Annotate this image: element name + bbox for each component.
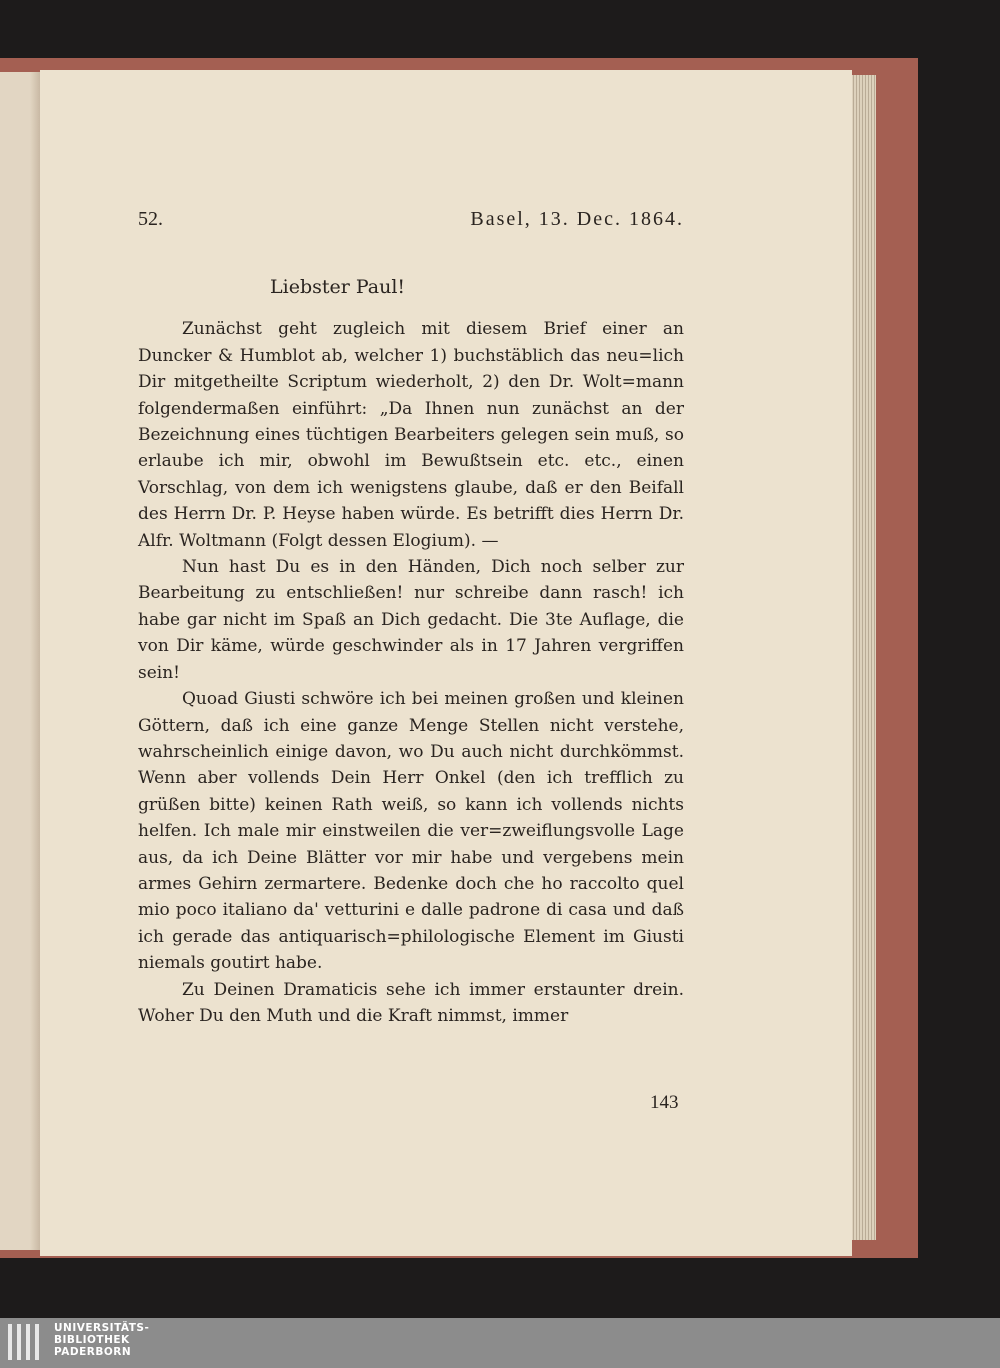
letter-text	[138, 206, 684, 1029]
logo-line-2: BIBLIOTHEK	[54, 1334, 130, 1346]
library-logo-text	[54, 1322, 149, 1358]
letter-number: 52.	[138, 208, 163, 230]
paragraph-2: Nun hast Du es in den Händen, Dich noch selber zur Bearbeitung zu entschließen! nur schreibe dann rasch! ich habe gar nicht im Spaß an Dich gedacht. Die 3te Auflage, die von Dir käme, würde geschwinder als in 17 Jahren vergriffen sein!	[138, 557, 684, 683]
letter-header	[138, 206, 684, 236]
salutation: Liebster Paul!	[270, 276, 406, 298]
gutter-shadow	[30, 72, 40, 1250]
paragraph-3: Quoad Giusti schwöre ich bei meinen großen und kleinen Göttern, daß ich eine ganze Menge Stellen nicht verstehe, wahrscheinlich einige davon, wo Du auch nicht durchkömmst. Wenn aber vollends Dein Herr Onkel (den ich trefflich zu grüßen bitte) keinen Rath weiß, so kann ich vollends nichts helfen. Ich male mir einstweilen die ver=zweiflungsvolle Lage aus, da ich Deine Blätter vor mir habe und vergebens mein armes Gehirn zermartere. Bedenke doch che ho raccolto quel mio poco italiano da' vetturini e dalle padrone di casa und daß ich gerade das antiquarisch=philologische Element im Giusti niemals goutirt habe.	[138, 689, 684, 974]
page-number: 143	[650, 1092, 679, 1113]
place-date: Basel, 13. Dec. 1864.	[470, 208, 684, 230]
logo-line-1: UNIVERSITÄTS-	[54, 1322, 150, 1334]
paragraph-1: Zunächst geht zugleich mit diesem Brief einer an Duncker & Humblot ab, welcher 1) buchstäblich das neu=lich Dir mitgetheilte Scriptum wiederholt, 2) den Dr. Wolt=mann folgendermaßen einführt: „Da Ihnen nun zunächst an der Bezeichnung eines tüchtigen Bearbeiters gelegen sein muß, so erlaube ich mir, obwohl im Bewußtsein etc. etc., einen Vorschlag, von dem ich wenigstens glaube, daß er den Beifall des Herrn Dr. P. Heyse haben würde. Es betrifft dies Herrn Dr. Alfr. Woltmann (Folgt dessen Elogium). —	[138, 319, 684, 551]
library-logo-icon	[8, 1324, 48, 1360]
left-page-edge	[0, 72, 40, 1250]
library-footer	[0, 1318, 1000, 1368]
paragraph-4: Zu Deinen Dramaticis sehe ich immer erstaunter drein. Woher Du den Muth und die Kraft nimmst, immer	[138, 979, 684, 1026]
logo-line-3: PADERBORN	[54, 1346, 132, 1358]
